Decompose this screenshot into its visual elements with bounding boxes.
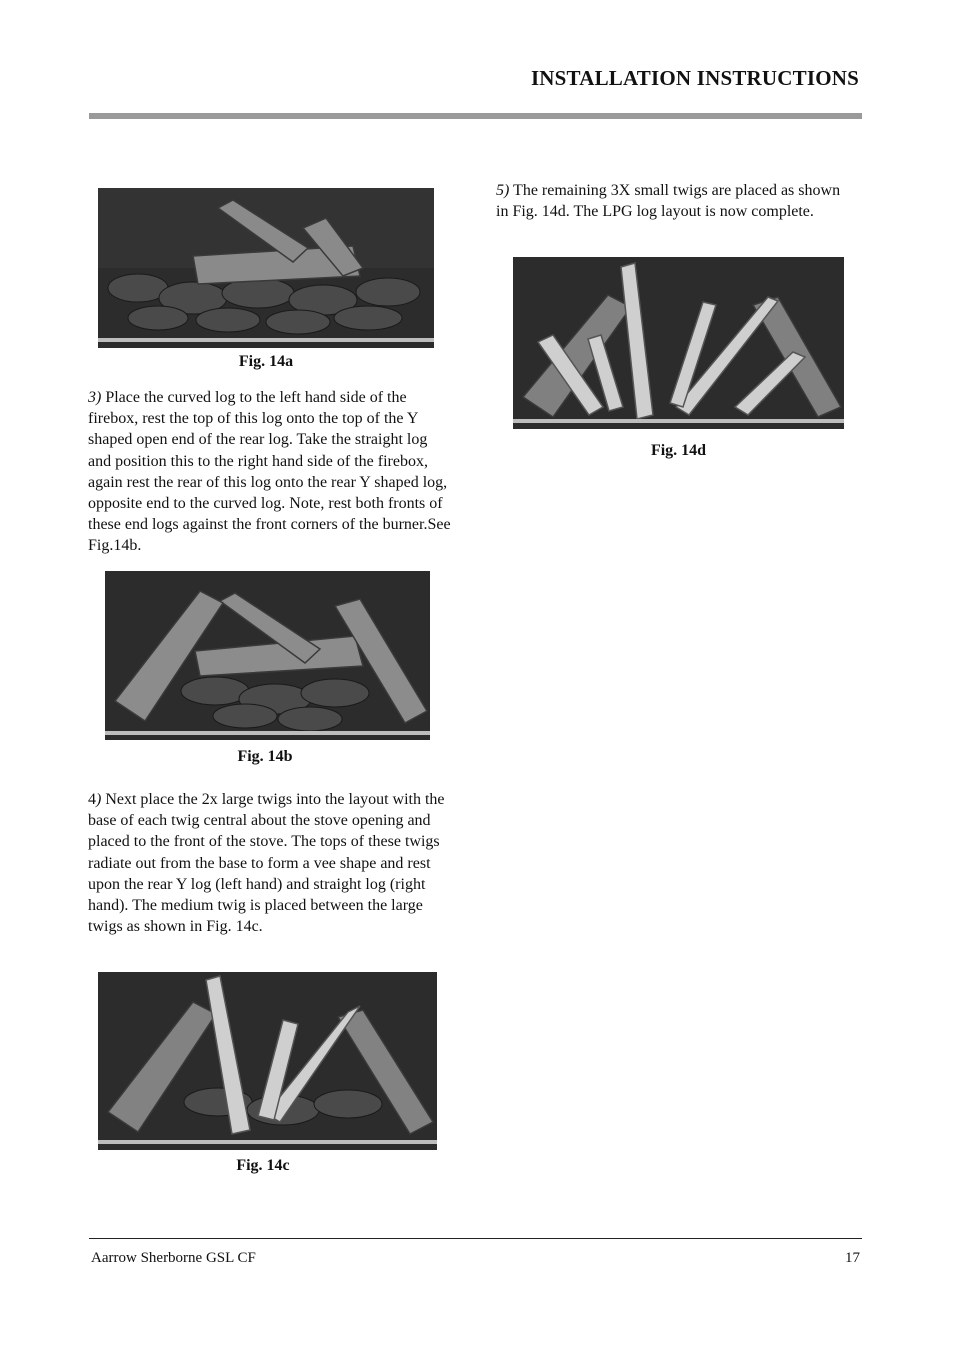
fig-14d-caption: Fig. 14d (650, 442, 707, 459)
step-3-number: 3) (88, 389, 102, 406)
footer-page-number: 17 (845, 1250, 860, 1266)
step-4-text: Next place the 2x large twigs into the layout with the base of each twig central about the stove opening and placed to the front of the stove. The tops of these twigs radiate out from the base to form a vee shape and rest upon the rear Y log (left hand) and straight log (right hand). The medium twig is placed between the large twigs as shown in Fig. 14c. (88, 791, 445, 936)
footer-product-name: Aarrow Sherborne GSL CF (91, 1250, 256, 1266)
step-3-paragraph (88, 387, 454, 557)
fig-14b-caption: Fig. 14b (237, 748, 293, 765)
header-divider (89, 113, 862, 119)
step-4-paragraph (88, 789, 454, 937)
fig-14a-caption: Fig. 14a (238, 353, 294, 370)
fig-14c-caption: Fig. 14c (236, 1157, 290, 1174)
page-header-title: INSTALLATION INSTRUCTIONS (530, 66, 859, 90)
step-5-text: The remaining 3X small twigs are placed as shown in Fig. 14d. The LPG log layout is now complete. (496, 182, 841, 221)
step-5-number: 5) (496, 182, 510, 199)
fig-14b-photo (105, 571, 430, 740)
step-4-number-paren: ) (96, 791, 102, 808)
step-4-number: 4 (88, 791, 96, 808)
footer-divider (89, 1238, 862, 1239)
fig-14a-photo (98, 188, 434, 348)
fig-14d-photo (513, 257, 844, 429)
step-5-paragraph (496, 180, 848, 222)
step-3-text: Place the curved log to the left hand side of the firebox, rest the top of this log onto the top of the Y shaped open end of the rear log. Take the straight log and position this to the right hand side of the firebox, again rest the rear of this log onto the rear Y shaped log, opposite end to the curved log. Note, rest both fronts of these end logs against the front corners of the burner.See Fig.14b. (88, 389, 451, 555)
fig-14c-photo (98, 972, 437, 1150)
